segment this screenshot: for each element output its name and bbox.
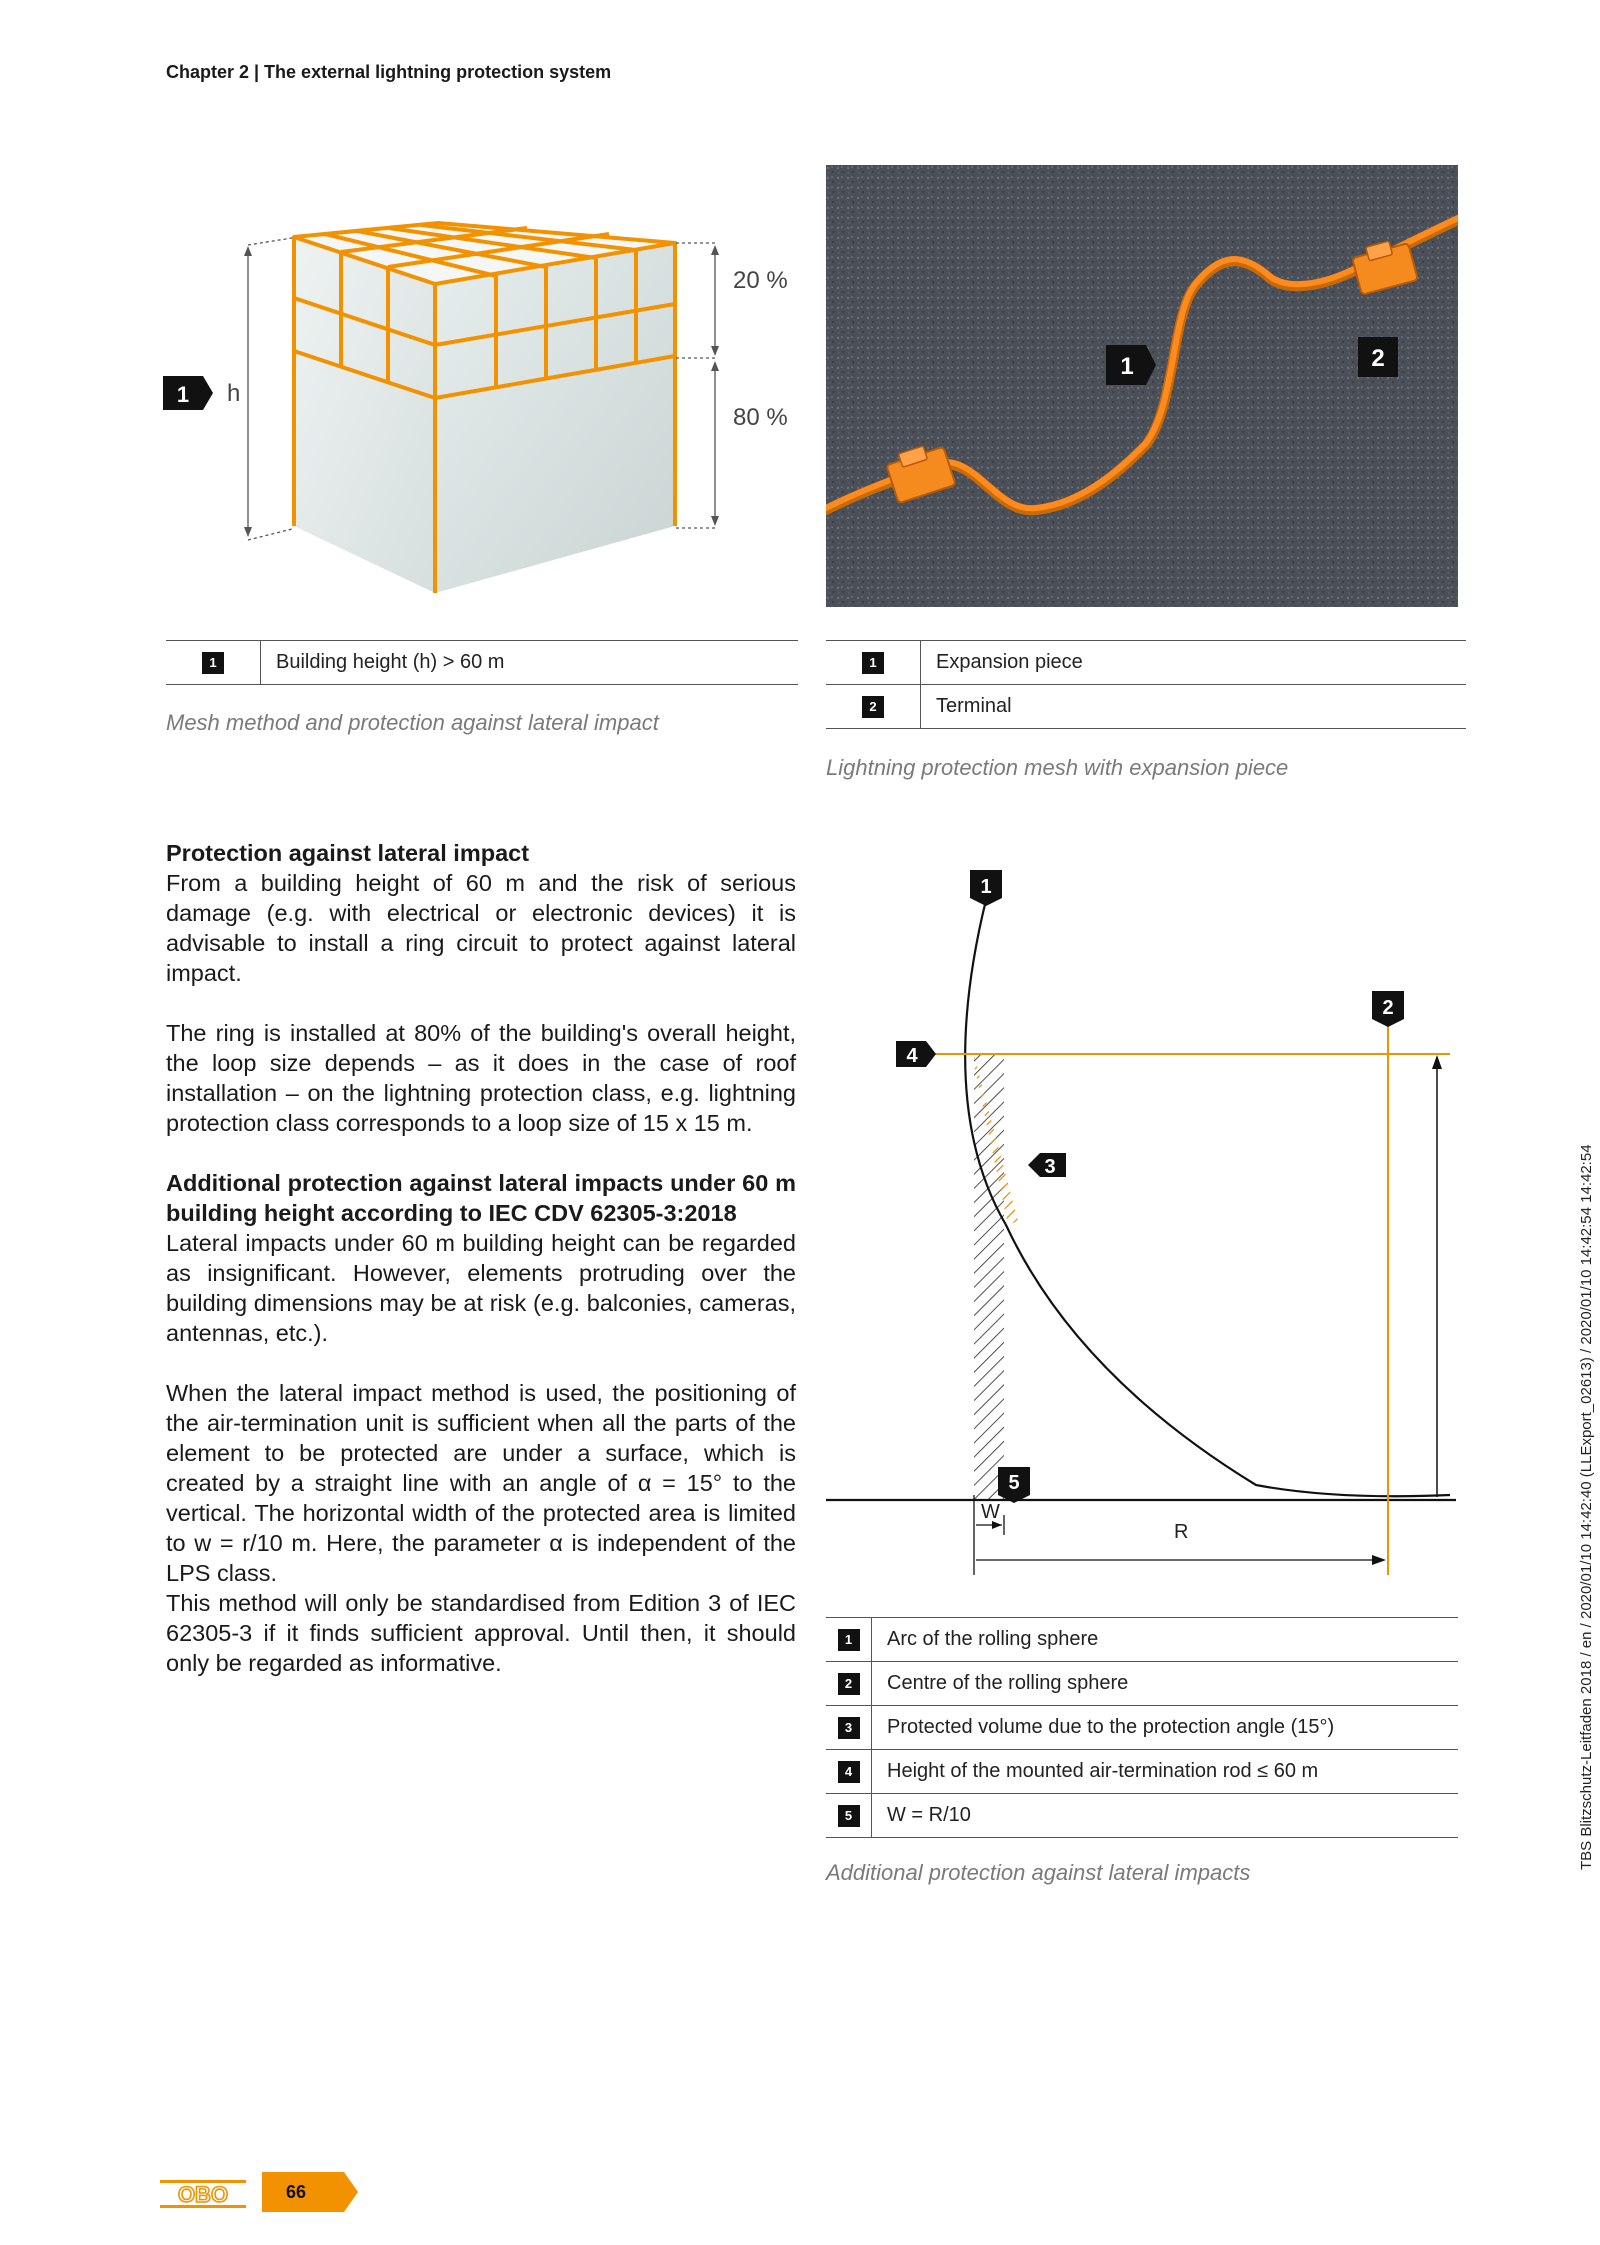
- marker-3-tag: [1028, 1153, 1066, 1178]
- paragraph: This method will only be standardised from Edition 3 of IEC 62305-3 if it finds sufficient approval. Until then, it should only be regarded as informative.: [166, 1590, 796, 1676]
- legend-text: Expansion piece: [921, 641, 1467, 685]
- marker-4-tag: [896, 1041, 936, 1067]
- legend-text: Terminal: [921, 685, 1467, 729]
- legend-text: Height of the mounted air-termination rod ≤ 60 m: [872, 1750, 1459, 1794]
- building-mesh-figure: [160, 160, 800, 625]
- rolling-sphere-diagram: [826, 855, 1466, 1600]
- legend-text: W = R/10: [872, 1794, 1459, 1838]
- chapter-header: Chapter 2 | The external lightning protection system: [166, 62, 612, 82]
- legend-number: 1: [202, 652, 224, 674]
- table-row: [826, 685, 1466, 729]
- svg-text:OBO: OBO: [177, 2182, 229, 2207]
- table-row: [826, 1750, 1458, 1794]
- obo-logo: [160, 2180, 246, 2213]
- legend-number: 5: [838, 1805, 860, 1827]
- table-row: [826, 1794, 1458, 1838]
- expansion-photo: [826, 165, 1458, 612]
- legend-text: Arc of the rolling sphere: [872, 1618, 1459, 1662]
- legend-number: 3: [838, 1717, 860, 1739]
- svg-text:3: 3: [1044, 1156, 1056, 1178]
- marker-1-tag: [163, 376, 213, 410]
- legend-text: Centre of the rolling sphere: [872, 1662, 1459, 1706]
- table-row: [826, 1662, 1458, 1706]
- paragraph: From a building height of 60 m and the risk of serious damage (e.g. with electrical or electronic devices) it is advisable to install a ring circuit to protect against lateral impact.: [166, 870, 796, 986]
- paragraph: Lateral impacts under 60 m building height can be regarded as insignificant. However, elements protruding over the building dimensions may be at risk (e.g. balconies, cameras, antennas, etc.).: [166, 1230, 796, 1346]
- marker-1-tag: [1106, 345, 1156, 385]
- height-label: h: [227, 380, 241, 407]
- mesh-caption: Mesh method and protection against lateral impact: [166, 710, 659, 735]
- table-row: [826, 641, 1466, 685]
- expansion-legend-table: [826, 640, 1466, 729]
- legend-number: 2: [838, 1673, 860, 1695]
- paragraph: When the lateral impact method is used, the positioning of the air-termination unit is sufficient when all the parts of the element to be protected are under a surface, which is created by a straight line with an angle of α = 15° to the vertical. The horizontal width of the protected area is limited to w = r/10 m. Here, the parameter α is independent of the LPS class.: [166, 1380, 796, 1586]
- w-label: W: [981, 1501, 1000, 1523]
- section-heading: Additional protection against lateral impacts under 60 m building height according to IEC CDV 62305-3:2018: [166, 1170, 796, 1226]
- marker-2-tag: [1358, 337, 1398, 377]
- svg-text:2: 2: [1382, 997, 1394, 1019]
- legend-text: Protected volume due to the protection angle (15°): [872, 1706, 1459, 1750]
- pct-bottom-label: 80 %: [733, 404, 788, 431]
- page-number-tab: [262, 2172, 362, 2212]
- table-row: [826, 1706, 1458, 1750]
- pct-top-label: 20 %: [733, 267, 788, 294]
- marker-2-tag: [1372, 991, 1404, 1027]
- svg-text:2: 2: [1371, 345, 1385, 372]
- lateral-legend-table: [826, 1617, 1458, 1838]
- legend-number: 2: [862, 696, 884, 718]
- page-number: 66: [285, 2182, 307, 2202]
- paragraph: The ring is installed at 80% of the building's overall height, the loop size depends – as it does in the case of roof installation – on the lightning protection class, e.g. lightning protection class corresponds to a loop size of 15 x 15 m.: [166, 1020, 796, 1136]
- body-text: [166, 838, 796, 1708]
- svg-text:1: 1: [1120, 353, 1134, 380]
- legend-text: Building height (h) > 60 m: [261, 641, 799, 685]
- table-row: [826, 1618, 1458, 1662]
- mesh-legend-table: [166, 640, 798, 685]
- legend-number: 1: [862, 652, 884, 674]
- table-row: [166, 641, 798, 685]
- marker-1-tag: [970, 870, 1002, 906]
- lateral-caption: Additional protection against lateral impacts: [826, 1860, 1251, 1885]
- section-heading: Protection against lateral impact: [166, 840, 530, 866]
- svg-text:1: 1: [980, 876, 992, 898]
- legend-number: 1: [838, 1629, 860, 1651]
- svg-text:1: 1: [176, 382, 190, 407]
- sidebar-metadata: TBS Blitzschutz-Leitfaden 2018 / en / 2020/01/10 14:42:40 (LLExport_02613) / 2020/01/10 14:42:54 14:42:54: [1578, 1144, 1595, 1870]
- svg-text:4: 4: [906, 1045, 918, 1067]
- svg-text:5: 5: [1008, 1472, 1020, 1494]
- legend-number: 4: [838, 1761, 860, 1783]
- r-label: R: [1174, 1521, 1189, 1543]
- expansion-caption: Lightning protection mesh with expansion piece: [826, 755, 1289, 780]
